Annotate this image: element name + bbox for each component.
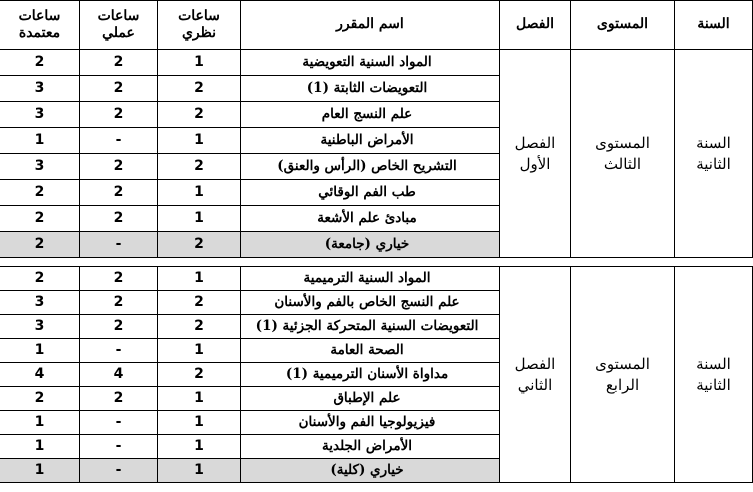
practical-hours-cell: - (80, 459, 158, 483)
credit-hours-cell: 3 (0, 315, 80, 339)
credit-hours-cell: 1 (0, 411, 80, 435)
practical-hours-cell: 2 (80, 154, 158, 180)
header-year: السنة (675, 1, 753, 50)
practical-hours-cell: 2 (80, 267, 158, 291)
header-credit-hours: ساعات معتمدة (0, 1, 80, 50)
theory-hours-cell: 1 (158, 339, 241, 363)
header-level: المستوى (571, 1, 675, 50)
theory-hours-cell: 1 (158, 206, 241, 232)
practical-hours-cell: 2 (80, 206, 158, 232)
course-name-cell: الأمراض الجلدية (241, 435, 500, 459)
course-name-cell: الأمراض الباطنية (241, 128, 500, 154)
theory-hours-cell: 1 (158, 180, 241, 206)
theory-hours-cell: 2 (158, 363, 241, 387)
course-name-cell: مبادئ علم الأشعة (241, 206, 500, 232)
credit-hours-cell: 1 (0, 339, 80, 363)
course-name-cell: التعويضات الثابتة (1) (241, 76, 500, 102)
course-name-cell: مداواة الأسنان الترميمية (1) (241, 363, 500, 387)
course-name-cell: التعويضات السنية المتحركة الجزئية (1) (241, 315, 500, 339)
semester-cell: الفصل الثاني (500, 267, 571, 483)
course-row (0, 267, 753, 291)
course-name-cell: خياري (جامعة) (241, 232, 500, 258)
theory-hours-cell: 2 (158, 154, 241, 180)
course-name-cell: المواد السنية التعويضية (241, 50, 500, 76)
credit-hours-cell: 1 (0, 435, 80, 459)
credit-hours-cell: 2 (0, 206, 80, 232)
theory-hours-cell: 2 (158, 232, 241, 258)
practical-hours-cell: 2 (80, 102, 158, 128)
course-name-cell: طب الفم الوقائي (241, 180, 500, 206)
practical-hours-cell: 2 (80, 291, 158, 315)
theory-hours-cell: 1 (158, 459, 241, 483)
course-name-cell: علم الإطباق (241, 387, 500, 411)
course-name-cell: الصحة العامة (241, 339, 500, 363)
practical-hours-cell: - (80, 435, 158, 459)
year-cell: السنة الثانية (675, 50, 753, 258)
course-name-cell: المواد السنية الترميمية (241, 267, 500, 291)
course-name-cell: التشريح الخاص (الرأس والعنق) (241, 154, 500, 180)
course-name-cell: علم النسج العام (241, 102, 500, 128)
practical-hours-cell: 2 (80, 387, 158, 411)
credit-hours-cell: 3 (0, 291, 80, 315)
theory-hours-cell: 1 (158, 267, 241, 291)
header-theory-hours: ساعات نظري (158, 1, 241, 50)
practical-hours-cell: 2 (80, 50, 158, 76)
credit-hours-cell: 2 (0, 50, 80, 76)
curriculum-table-semester-2 (0, 266, 753, 483)
year-cell: السنة الثانية (675, 267, 753, 483)
practical-hours-cell: - (80, 232, 158, 258)
practical-hours-cell: 2 (80, 315, 158, 339)
level-cell: المستوى الرابع (571, 267, 675, 483)
credit-hours-cell: 1 (0, 128, 80, 154)
practical-hours-cell: 2 (80, 180, 158, 206)
theory-hours-cell: 1 (158, 128, 241, 154)
credit-hours-cell: 2 (0, 387, 80, 411)
course-name-cell: فيزيولوجيا الفم والأسنان (241, 411, 500, 435)
theory-hours-cell: 1 (158, 435, 241, 459)
header-practical-hours: ساعات عملي (80, 1, 158, 50)
credit-hours-cell: 3 (0, 102, 80, 128)
theory-hours-cell: 1 (158, 387, 241, 411)
practical-hours-cell: - (80, 411, 158, 435)
practical-hours-cell: 2 (80, 76, 158, 102)
course-name-cell: علم النسج الخاص بالفم والأسنان (241, 291, 500, 315)
practical-hours-cell: 4 (80, 363, 158, 387)
practical-hours-cell: - (80, 128, 158, 154)
course-name-cell: خياري (كلية) (241, 459, 500, 483)
theory-hours-cell: 1 (158, 411, 241, 435)
header-course-name: اسم المقرر (241, 1, 500, 50)
practical-hours-cell: - (80, 339, 158, 363)
theory-hours-cell: 1 (158, 50, 241, 76)
course-row (0, 50, 753, 76)
theory-hours-cell: 2 (158, 291, 241, 315)
credit-hours-cell: 4 (0, 363, 80, 387)
credit-hours-cell: 1 (0, 459, 80, 483)
credit-hours-cell: 2 (0, 180, 80, 206)
credit-hours-cell: 2 (0, 267, 80, 291)
semester-cell: الفصل الأول (500, 50, 571, 258)
credit-hours-cell: 3 (0, 76, 80, 102)
theory-hours-cell: 2 (158, 102, 241, 128)
credit-hours-cell: 2 (0, 232, 80, 258)
theory-hours-cell: 2 (158, 315, 241, 339)
level-cell: المستوى الثالث (571, 50, 675, 258)
credit-hours-cell: 3 (0, 154, 80, 180)
header-semester: الفصل (500, 1, 571, 50)
theory-hours-cell: 2 (158, 76, 241, 102)
header-row (0, 1, 753, 50)
